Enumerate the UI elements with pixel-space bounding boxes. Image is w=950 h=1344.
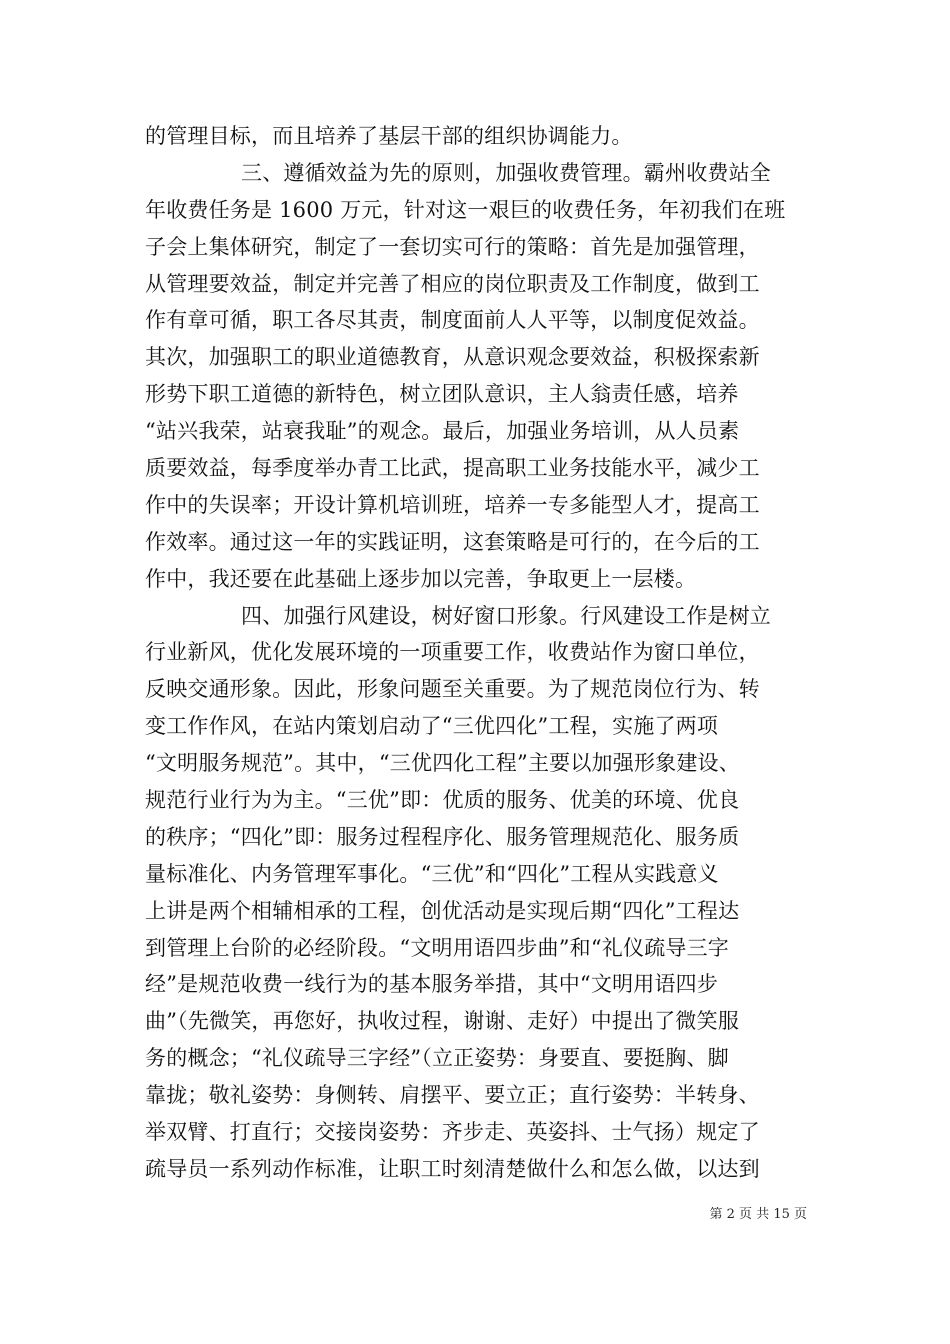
text-line: 量标准化、内务管理军事化。“三优”和“四化”工程从实践意义 <box>145 861 719 886</box>
text-line: 务的概念；“礼仪疏导三字经”（立正姿势：身要直、要挺胸、脚 <box>145 1046 729 1071</box>
text-line: 其次，加强职工的职业道德教育，从意识观念要效益，积极探索新 <box>145 345 760 370</box>
text-line: 的秩序；“四化”即：服务过程程序化、服务管理规范化、服务质 <box>145 824 740 849</box>
text-line: 疏导员一系列动作标准，让职工时刻清楚做什么和怎么做，以达到 <box>145 1156 760 1181</box>
text-line: 子会上集体研究，制定了一套切实可行的策略：首先是加强管理， <box>145 234 760 259</box>
text-line: “文明服务规范”。其中，“三优四化工程”主要以加强形象建设、 <box>145 751 740 776</box>
page-footer: 第 2 页 共 15 页 <box>709 1207 807 1222</box>
text-line: 作有章可循，职工各尽其责，制度面前人人平等，以制度促效益。 <box>145 308 760 333</box>
text-line: 年收费任务是 1600 万元，针对这一艰巨的收费任务，年初我们在班 <box>145 197 786 222</box>
text-line: 作中的失误率；开设计算机培训班，培养一专多能型人才，提高工 <box>145 492 760 517</box>
text-line: 曲”（先微笑，再您好，执收过程，谢谢、走好）中提出了微笑服 <box>145 1009 740 1034</box>
text-line: 到管理上台阶的必经阶段。“文明用语四步曲”和“礼仪疏导三字 <box>145 935 730 960</box>
text-line: 规范行业行为为主。“三优”即：优质的服务、优美的环境、优良 <box>145 788 740 813</box>
text-line: 上讲是两个相辅相承的工程，创优活动是实现后期“四化”工程达 <box>145 898 740 923</box>
text-line: 行业新风，优化发展环境的一项重要工作，收费站作为窗口单位， <box>145 640 760 665</box>
text-line: 的管理目标，而且培养了基层干部的组织协调能力。 <box>145 124 633 148</box>
text-line: “站兴我荣，站衰我耻”的观念。最后，加强业务培训，从人员素 <box>145 419 740 444</box>
text-line: 质要效益，每季度举办青工比武，提高职工业务技能水平，减少工 <box>145 456 760 481</box>
paragraph-first-line: 四、加强行风建设，树好窗口形象。行风建设工作是树立 <box>241 603 771 628</box>
text-line: 从管理要效益，制定并完善了相应的岗位职责及工作制度，做到工 <box>145 271 760 296</box>
text-line: 反映交通形象。因此，形象问题至关重要。为了规范岗位行为、转 <box>145 677 760 702</box>
text-line: 举双臂、打直行；交接岗姿势：齐步走、英姿抖、士气扬）规定了 <box>145 1120 760 1145</box>
text-line: 作效率。通过这一年的实践证明，这套策略是可行的，在今后的工 <box>145 529 760 554</box>
text-line: 靠拢；敬礼姿势：身侧转、肩摆平、要立正；直行姿势：半转身、 <box>145 1083 760 1108</box>
text-line: 作中，我还要在此基础上逐步加以完善，争取更上一层楼。 <box>145 566 697 591</box>
text-line: 经”是规范收费一线行为的基本服务举措，其中“文明用语四步 <box>145 972 719 997</box>
text-line: 形势下职工道德的新特色，树立团队意识，主人翁责任感，培养 <box>145 382 739 407</box>
text-line: 变工作作风，在站内策划启动了“三优四化”工程，实施了两项 <box>145 714 719 739</box>
body-text <box>145 118 805 1188</box>
paragraph-first-line: 三、遵循效益为先的原则，加强收费管理。霸州收费站全 <box>241 160 771 185</box>
